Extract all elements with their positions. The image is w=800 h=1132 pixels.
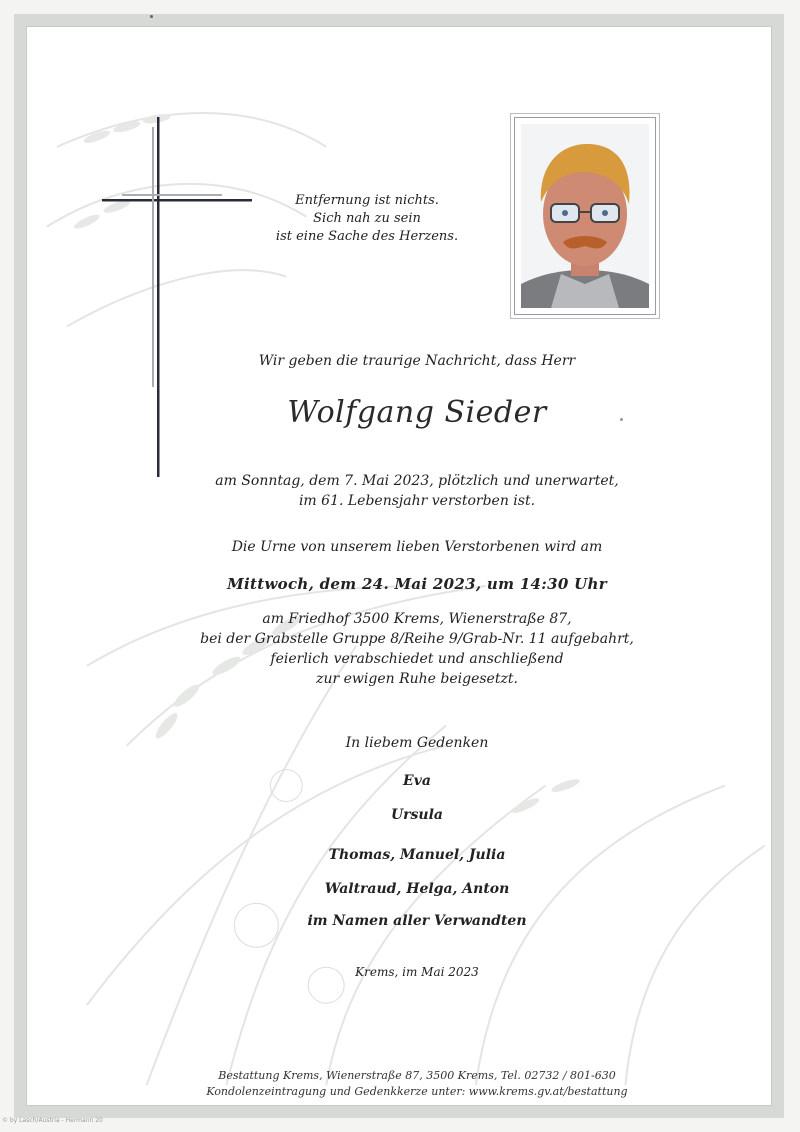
mourner: Thomas, Manuel, Julia — [328, 847, 506, 863]
quote-line: Sich nah zu sein — [313, 211, 421, 226]
footer-line: Kondolenzeintragung und Gedenkkerze unter: www.krems.gv.at/bestattung — [206, 1085, 628, 1098]
death-line: am Sonntag, dem 7. Mai 2023, plötzlich und unerwartet, — [215, 473, 619, 489]
mourner: im Namen aller Verwandten — [307, 913, 527, 929]
memory-line: In liebem Gedenken — [345, 735, 489, 751]
portrait-frame — [514, 117, 656, 315]
speck — [150, 15, 153, 18]
card-inner — [26, 26, 772, 1106]
mourner: Waltraud, Helga, Anton — [324, 881, 510, 897]
location-line: am Friedhof 3500 Krems, Wienerstraße 87, — [262, 611, 572, 627]
print-credit: © by Lasch/Austria - Hermann 20 — [2, 1117, 103, 1124]
death-line: im 61. Lebensjahr verstorben ist. — [298, 493, 536, 509]
location-line: bei der Grabstelle Gruppe 8/Reihe 9/Grab-Nr. 11 aufgebahrt, — [200, 631, 634, 647]
location-line: feierlich verabschiedet und anschließend — [270, 651, 564, 667]
speck — [620, 418, 623, 421]
urn-line: Die Urne von unserem lieben Verstorbenen wird am — [231, 539, 603, 555]
quote — [267, 192, 467, 246]
quote-line: ist eine Sache des Herzens. — [275, 229, 459, 244]
mourner: Eva — [403, 773, 431, 789]
portrait-photo — [521, 124, 649, 308]
mourner: Ursula — [390, 807, 444, 823]
parte-card — [14, 14, 784, 1118]
place-date: Krems, im Mai 2023 — [355, 965, 479, 979]
ceremony-date: Mittwoch, dem 24. Mai 2023, um 14:30 Uhr — [227, 575, 607, 593]
quote-line: Entfernung ist nichts. — [295, 193, 439, 208]
location-line: zur ewigen Ruhe beigesetzt. — [316, 671, 518, 687]
intro-text: Wir geben die traurige Nachricht, dass Herr — [258, 353, 576, 369]
footer-line: Bestattung Krems, Wienerstraße 87, 3500 Krems, Tel. 02732 / 801-630 — [218, 1069, 616, 1082]
deceased-name: Wolfgang Sieder — [287, 395, 547, 430]
